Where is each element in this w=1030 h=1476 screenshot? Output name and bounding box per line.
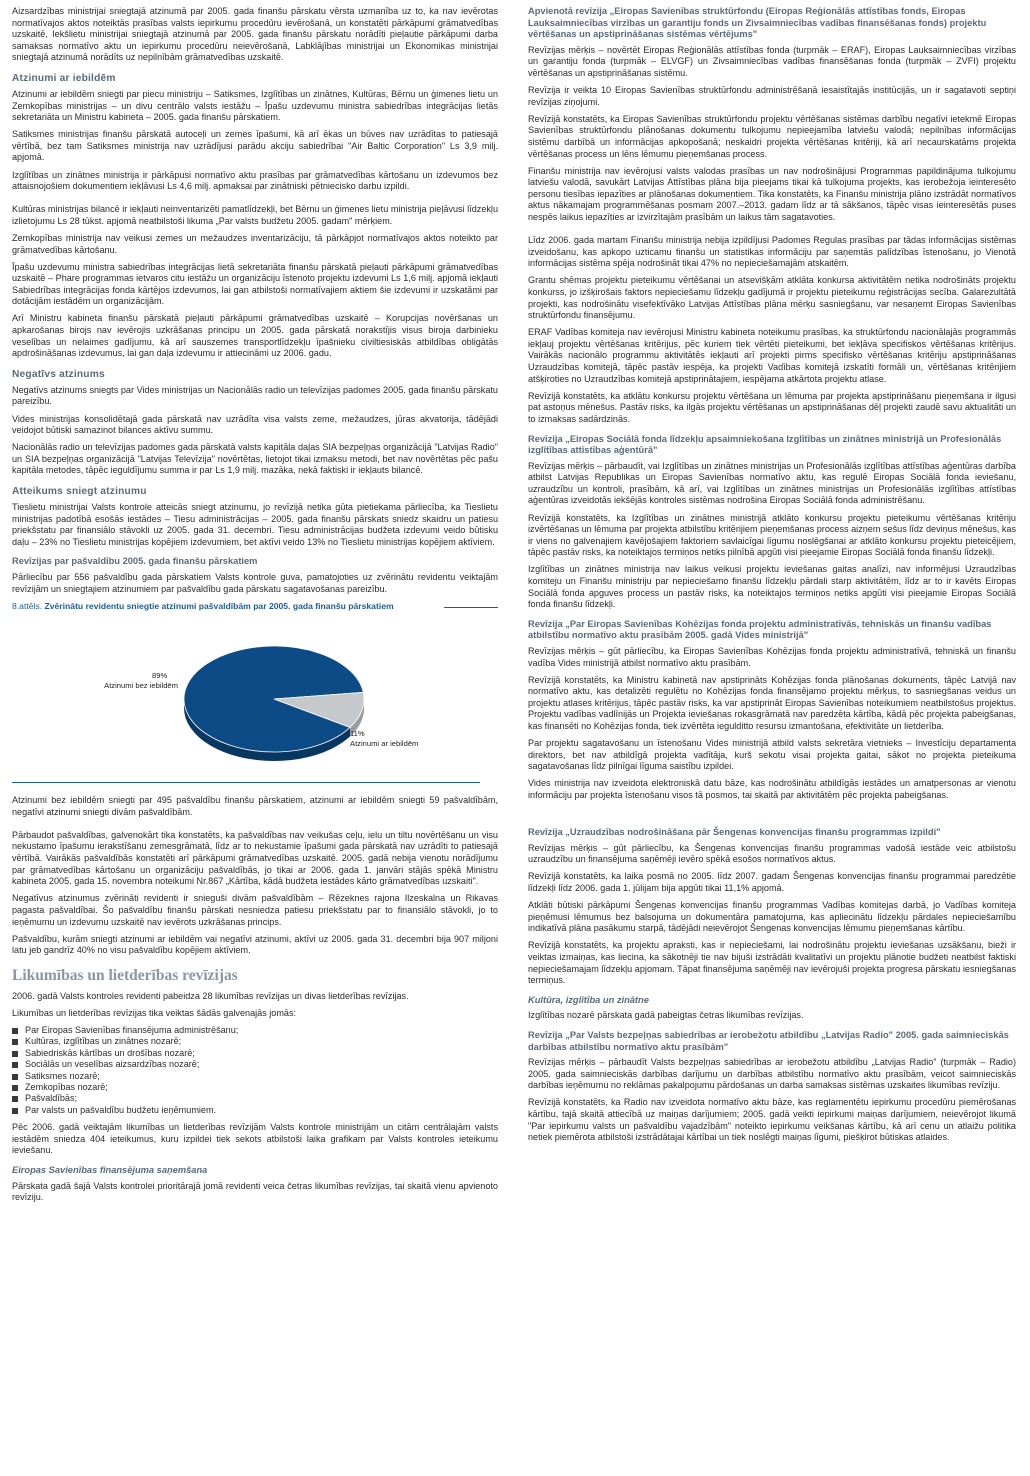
list-item-text: Pašvaldībās; bbox=[25, 1093, 78, 1104]
pie-label-minor-pct: 11% bbox=[350, 729, 365, 739]
paragraph: Pārskata gadā šajā Valsts kontrolei prioritārajā jomā revidenti veica četras likumības revīzijas, tai skaitā vienu apvienoto revīziju. bbox=[12, 1180, 498, 1203]
list-item-text: Kultūras, izglītības un zinātnes nozarē; bbox=[25, 1036, 182, 1047]
list-item-text: Par Eiropas Savienības finansējuma administrēšanu; bbox=[25, 1024, 239, 1035]
paragraph: Finanšu ministrija nav ievērojusi valsts valodas prasības un nav nodrošinājusi Programmas papildinājuma tulkojumu latviešu valodā, savukārt Latvijas Attīstības plāna bija pieejams tikai kā tulkojuma projekts, kas ierobežoja ieinteresēto personu tiesības iepazīties ar plānošanas dokumentiem. Tika konstatēts, ka Finanšu ministrija plāno izstrādāt normatīvos aktus nākamajam programmēšanas posmam 2007.–2013. gadam līdz ar tā sākšanos, tāpēc visas ieinteresētās puses nespēs laikus iepazīties ar izvirzītajām prasībām un laikus tām sagatavoties. bbox=[528, 165, 1016, 222]
subsection-heading: Revīzija „Par Valsts bezpeļņas sabiedrības ar ierobežotu atbildību „Latvijas Radio" 2005. gada saimnieciskās darbības atbilstību normatīvo aktu prasībām" bbox=[528, 1029, 1009, 1052]
list-item-text: Sabiedriskās kārtības un drošības nozarē; bbox=[25, 1047, 195, 1058]
paragraph: Atzinumi ar iebildēm sniegti par piecu ministriju – Satiksmes, Izglītības un zinātnes, Kultūras, Bērnu un ģimenes lietu un Zemkopības ministrijas – un divu centrālo valsts iestāžu – Īpašu uzdevumu ministra sabiedrības integrācijas lietās sekretariāta un Ministru kabineta – 2005. gada finanšu pārskatiem. bbox=[12, 88, 498, 123]
section-heading: Atzinumi ar iebildēm bbox=[12, 72, 116, 84]
paragraph: Kultūras ministrijas bilancē ir iekļauti neinventarizēti pamatlīdzekļi, bet Bērnu un ģimenes lietu ministrija pieļāvusi līdzekļu izlietojumu Ls 28 tūkst. apjomā neatbilstoši likuma „Par valsts budžetu 2005. gadam" mērķiem. bbox=[12, 204, 498, 226]
paragraph: Pārliecību par 556 pašvaldību gada pārskatiem Valsts kontrole guva, pamatojoties uz zvērinātu revidentu veiktajām revīzijām un sniegtajiem atzinumiem par pašvaldību gada pārskatu sagatavošanas pareizību. bbox=[12, 571, 498, 594]
paragraph: Par projektu sagatavošanu un īstenošanu Vides ministrijā atbild valsts sekretāra vietnieks – Investīciju departamenta direktors, bet nav atbildīgā projekta vadītāja, kurš sekotu visai projekta gaitai, sākot no projekta pieteikuma sagatavošanas līdz pilnīgai līguma saistību izpildei. bbox=[528, 738, 1016, 772]
bullet-square-icon bbox=[12, 1096, 18, 1102]
paragraph: Izglītības un zinātnes ministrija ir pārkāpusi normatīvo aktu prasības par grāmatvedības kārtošanu un izdevumos bez attaisnojošiem dokumentiem iekļāvusi Ls 4,6 milj. apmaksai par zinātniski pētniecisko darbu izpildi. bbox=[12, 169, 498, 192]
paragraph: Revīzijas mērķis – novērtēt Eiropas Reģionālās attīstības fonda (turpmāk – ERAF), Eiropas Lauksaimniecības virzības un garantiju fonda (turpmāk – ELVGF) un Zivsaimniecības vadības finansēšanas fonda (turpmāk – ZVFI) projektu vērtēšanas un apstiprināšanas sistēmu. bbox=[528, 44, 1016, 78]
paragraph: Revīzijas mērķis – gūt pārliecību, ka Šengenas konvencijas finanšu programmas vadošā iestāde veic atbilstošu uzraudzību un finansējuma saņēmēji ievēro spēkā esošos normatīvos aktus. bbox=[528, 842, 1016, 865]
bullet-square-icon bbox=[12, 1108, 18, 1114]
figure-title: Zvērinātu revidentu sniegtie atzinumi pašvaldībām par 2005. gada finanšu pārskatiem bbox=[44, 601, 394, 612]
bullet-square-icon bbox=[12, 1051, 18, 1057]
list-item bbox=[12, 1025, 498, 1036]
figure-number: 8.attēls. bbox=[12, 601, 43, 612]
list-item bbox=[12, 1036, 498, 1047]
list-item-text: Par valsts un pašvaldību budžetu ieņēmumiem. bbox=[25, 1104, 217, 1115]
list-item bbox=[12, 1071, 498, 1082]
figure-8 bbox=[12, 601, 498, 783]
subsection-heading: Eiropas Savienības finansējuma saņemšana bbox=[12, 1165, 208, 1175]
paragraph: Arī Ministru kabineta finanšu pārskatā pieļauti pārkāpumi grāmatvedības uzskaitē – Korupcijas novēršanas un apkarošanas birojs nav ievērojis uzkrāšanas principu un 2005. gada pārskatā norakstījis visus biroja darbinieku veselības un nelaimes gadījumu, kā arī sauszemes transportlīdzekļu īpašnieku civiltiesiskās atbildības obligātās apdrošināšanas izdevumus, lai gan daļa izdevumu ir attiecināmi uz 2006. gadu. bbox=[12, 313, 498, 359]
paragraph: Pēc 2006. gadā veiktajām likumības un lietderības revīzijām Valsts kontrole ministrijām un citām centrālajām valsts iestādēm sniedza 404 ieteikumus, kuru izpildei tiek sekots atbilstoši laika grafikam par Valsts kontroles ieteikumu ieviešanu. bbox=[12, 1122, 498, 1156]
paragraph: Revīzijā konstatēts, ka Eiropas Savienības struktūrfondu projektu vērtēšanas sistēmas darbību negatīvi ietekmē Eiropas Savienības struktūrfondu plānošanas dokumentu tulkojumu nepieejamība latviešu valodā; nepilnības informācijas sistēmu darbībā un informācijas apkopošanā; neskaidri projekta vērtēšanas kritēriji, kā arī necaurskatāms projekta vērtēšanas process un lēns lēmumu pieņemšanas process. bbox=[528, 113, 1016, 159]
paragraph: Īpašu uzdevumu ministra sabiedrības integrācijas lietā sekretariāta finanšu pārskatā pieļauti pārkāpumi grāmatvedības uzskaitē – Phare programmas ietvaros citu iestāžu un organizāciju īstenoto projektu izdevumi Ls 1,6 milj. apjomā iekļauti Sabiedrības integrācijas fonda kārtējos izdevumos, lai gan atbilstoši normatīvajiem aktiem šie izdevumi ir uzskatāmi par dotācijām iestādēm un organizācijām. bbox=[12, 261, 498, 307]
paragraph: Revīzijā konstatēts, ka Izglītības un zinātnes ministrijā atklāto konkursu projektu pieteikumu vērtēšanas kritēriju izvērtēšanas un lēmuma par projekta atbilstību kritērijiem pieņemšanas process aizņem sešus līdz deviņus mēnešus, kas ir viens no galvenajiem kavējošajiem faktoriem savlaicīgai līgumu noslēgšanai ar atklāto konkursu projektu pieteicējiem, tāpēc pastāv risks, ka noteiktajos termiņos netiks pilnībā apgūti visi pieejamie Eiropas Sociālā fonda finanšu līdzekļi. bbox=[528, 512, 1016, 558]
paragraph: Negatīvs atzinums sniegts par Vides ministrijas un Nacionālās radio un televīzijas padomes 2005. gada finanšu pārskatu pareizību. bbox=[12, 384, 498, 407]
list-item bbox=[12, 1059, 498, 1070]
paragraph: Izglītības un zinātnes ministrija nav laikus veikusi projektu ieviešanas gaitas analīzi, nav informējusi Uzraudzības komiteju un Finanšu ministriju par nepieciešamo finanšu līdzekļu pārdali starp aktivitātēm, līdz ar to ir kavēts Eiropas Sociālā fonda apguves process un pastāv risks, ka noteiktajos termiņos netiks apgūti visi pieejamie Eiropas Sociālā fonda finanšu līdzekļi. bbox=[528, 564, 1016, 610]
list-item bbox=[12, 1082, 498, 1093]
bullet-square-icon bbox=[12, 1074, 18, 1080]
paragraph: Revīzijas mērķis – pārbaudīt Valsts bezpeļņas sabiedrības ar ierobežotu atbildību „Latvijas Radio" (turpmāk – Radio) 2005. gada saimnieciskās darbības darījumu un darbības atbilstību normatīvo aktu prasībām, veicot saimnieciskās darbības ieņēmumu no reklāmas pakalpojumu pārdošanas un darba samaksas sistēmas uzskaites likumības revīziju. bbox=[528, 1057, 1016, 1091]
paragraph: Negatīvus atzinumus zvērināti revidenti ir snieguši divām pašvaldībām – Rēzeknes rajona Ilzeskalna un Rikavas pagasta pašvaldībai. Šo pašvaldību finanšu pārskati nesniedza patiesu priekšstatu par to finansiālo stāvokli, jo to ieņēmumu un izdevumu uzskaitē nav ievērots uzkrāšanas princips. bbox=[12, 893, 498, 927]
list-item-text: Satiksmes nozarē; bbox=[25, 1070, 100, 1081]
paragraph: Revīzijā konstatēts, ka atklātu konkursu projektu vērtēšana un lēmuma par projekta apstiprināšanu pieņemšana ir ilgusi pat astoņus mēnešus. Pastāv risks, ka ilgās projektu vērtēšanas un apstiprināšanas dēļ projekti zaudē savu aktualitāti un to izmaksas sadārdzinās. bbox=[528, 390, 1016, 424]
paragraph: Satiksmes ministrijas finanšu pārskatā autoceļi un zemes īpašumi, kā arī ēkas un būves nav uzrādītas to patiesajā vērtībā, bez tam Satiksmes ministrija nav uzrādījusi parādu akciju sabiedrībai "Air Baltic Corporation" Ls 3,9 milj. apjomā. bbox=[12, 129, 498, 163]
pie-label-main bbox=[152, 671, 167, 681]
bullet-square-icon bbox=[12, 1085, 18, 1091]
paragraph: Aizsardzības ministrijai sniegtajā atzinumā par 2005. gada finanšu pārskatu vērsta uzmanība uz to, ka nav ievērotas normatīvajos aktos noteiktās prasības valsts iepirkumu procedūru ievērošanā, un konstatēti pārkāpumi grāmatvedības uzskaitē, Iekšlietu ministrijai sniegtajā atzinumā par 2005. gada finanšu pārskatu norādīti pieļautie pārkāpumi darba samaksas normatīvo aktu un iepirkumu procedūru neievērošanā, Labklājības ministrijai un Ekonomikas ministrijai sniegtajā atzinumā norādīts uz nepilnībām grāmatvedības uzskaitē. bbox=[12, 6, 498, 63]
figure-bottom-rule bbox=[12, 782, 480, 783]
section-heading: Negatīvs atzinums bbox=[12, 368, 105, 380]
paragraph: Revīzijā konstatēts, ka projektu apraksti, kas ir nepieciešami, lai nodrošinātu projektu ieviešanas uzsākšanu, bieži ir veiktas izmaiņas, kas liecina, ka sākotnēji tie nav bijuši izstrādāti kvalitatīvi un projektu plānotie budžeti neatbilst faktiski nepieciešamajam līdzekļu apjomam. Tāpat finansējuma saņēmēji nav ievērojuši projekta progresa pārskatu iesniegšanas termiņus. bbox=[528, 940, 1016, 986]
paragraph: Likumības un lietderības revīzijas tika veiktas šādās galvenajās jomās: bbox=[12, 1007, 297, 1018]
paragraph: Revīzija ir veikta 10 Eiropas Savienības struktūrfondu administrēšanā iesaistītajās institūcijās, un ir sagatavoti septiņi revīzijas ziņojumi. bbox=[528, 85, 1016, 107]
bullet-square-icon bbox=[12, 1062, 18, 1068]
paragraph: 2006. gadā Valsts kontroles revidenti pabeidza 28 likumības revīzijas un divas lietderības revīzijas. bbox=[12, 990, 409, 1001]
subsection-heading: Revīzija „Eiropas Sociālā fonda līdzekļu apsaimniekošana Izglītības un zinātnes ministrijā un Profesionālās izglītības attīstības aģentūrā" bbox=[528, 433, 1002, 456]
pie-label-main-pct: 89% bbox=[152, 671, 168, 681]
left-column bbox=[12, 6, 498, 1209]
paragraph: Vides ministrijas konsolidētajā gada pārskatā nav uzrādīta visa valsts zeme, mežaudzes, jūras akvatorija, tādējādi veidojot būtiski samazinot bilances aktīvu summu. bbox=[12, 413, 498, 436]
bullet-square-icon bbox=[12, 1039, 18, 1045]
list-item-text: Zemkopības nozarē; bbox=[25, 1082, 108, 1092]
paragraph: Pārbaudot pašvaldības, galvenokārt tika konstatēts, ka pašvaldības nav veikušas ceļu, ielu un tiltu novērtēšanu un visu nekustamo īpašumu ierakstīšanu zemesgrāmatā, līdz ar to nekustamie īpašumi gada pārskatā nav uzrādīti to patiesajā vērtībā. Vairākās pašvaldībās konstatēti arī pārkāpumi grāmatvedības uzskaitē. 2005. gadā nebija vienotu norādījumu par grāmatvedības kārtošanu un organizāciju pašvaldībās, jo tikai ar 2006. gada 1. janvāri stājās spēkā Ministru kabineta 2005. gada 15. novembra noteikumi Nr.867 „Kārtība, kādā budžeta iestādes kārto grāmatvedības uzskaiti". bbox=[12, 829, 498, 887]
paragraph: Revīzijā konstatēts, ka laika posmā no 2005. līdz 2007. gadam Šengenas konvencijas finanšu programmai paredzētie līdzekļi līdz 2006. gada 1. jūlijam bija apgūti tikai 11,1% apjomā. bbox=[528, 871, 1016, 893]
pie-label-minor-text: Atzinumi ar iebildēm bbox=[350, 739, 419, 749]
paragraph: ERAF Vadības komiteja nav ievērojusi Ministru kabineta noteikumu prasības, ka struktūrfondu nacionālajās programmās iekļauj projektu vērtēšanas kritērijus, pēc kuriem tiek vērtēti pieteikumi, bet iekļāva specifiskos vērtēšanas kritērijus. Vairākās nacionālo programmu aktivitātēs iekļauti arī projekti pirms specifisko vērtēšanas kritēriju apstiprināšanas Uzraudzības komitejā, tāpēc pastāv iespēja, ka projekti Vadības komitejā izskatīti formāli un, vērtēšanas kritērijiem atšķiroties no Uzraudzības komitejā apstiprinātajiem, iespējama atkārtota projektu atlase. bbox=[528, 327, 1016, 384]
section-heading: Atteikums sniegt atzinumu bbox=[12, 486, 147, 497]
paragraph: Revīzijas mērķis – pārbaudīt, vai Izglītības un zinātnes ministrijas un Profesionālās izglītības attīstības aģentūras darbība atbilst Latvijas Republikas un Eiropas Savienības normatīvo aktu, kas regulē Eiropas Sociālā fonda ieviešanu, uzraudzību un kontroli, prasībām, kā arī, vai Izglītības un zinātnes ministrijas un Profesionālās izglītības attīstības aģentūras izveidotās iekšējās kontroles sistēmas nodrošina Eiropas Sociālā fonda administrēšanu. bbox=[528, 460, 1016, 506]
audit-areas-list bbox=[12, 1025, 498, 1116]
paragraph: Revīzijā konstatēts, ka Ministru kabinetā nav apstiprināts Kohēzijas fonda plānošanas dokuments, tāpēc Latvijā nav normatīvo aktu, kas detalizēti regulētu no Kohēzijas fonda finansējamo projektu mērķus, to sasniegšanas veidus un projektu atlases kritērijus, tāpēc pastāv risks, ka var apstiprināt Eiropas Savienības noteikumiem neatbilstošus projektus. Projektu vadības vadlīnijās un Projekta ieviešanas rokasgrāmatā nav paredzēta kārtība, kādā pēc projekta pabeigšanas, kas finansēti no Kohēzijas fonda, tiek izvērtēta iegulditto resursu izmantošana, efektivitāte un lietderība. bbox=[528, 674, 1016, 732]
subsection-heading: Revīzija „Uzraudzības nodrošināšana pār Šengenas konvencijas finanšu programmas izpildi" bbox=[528, 827, 941, 838]
paragraph: Pašvaldību, kurām sniegti atzinumi ar iebildēm vai negatīvi atzinumi, aktīvi uz 2005. gada 31. decembri bija 907 miljoni latu jeb gandrīz 40% no visu pašvaldību kopējiem aktīviem. bbox=[12, 933, 498, 956]
paragraph: Tieslietu ministrijai Valsts kontrole atteicās sniegt atzinumu, jo revīzijā netika gūta pietiekama pārliecība, ka Tieslietu ministrijas padotībā esošās iestādes – Tiesu administrācijas – 2005. gada finanšu pārskats sniedz skaidru un patiesu priekšstatu par finansiālo stāvokli uz 2005. gada 31. decembri. Tiesu administrācijas budžeta izdevumi veido būtisku daļu – 23% no Tieslietu ministrijas kopējiem izdevumiem, bet aktīvi veido 13% no Tieslietu ministrijas kopējiem aktīviem. bbox=[12, 502, 498, 547]
list-item bbox=[12, 1048, 498, 1059]
paragraph: Nacionālās radio un televīzijas padomes gada pārskatā valsts kapitāla daļas SIA bezpeļņas organizācijā "Latvijas Radio" un SIA bezpeļņas organizācijā "Latvijas Televīzija" novērtētas, lietojot tikai izmaksu metodi, bet nav novērtētas pēc pašu kapitāla metodes, tāpēc ieguldījumu summa ir par Ls 1,9 milj. mazāka, nekā faktiski ir iekļauts bilancē. bbox=[12, 442, 498, 476]
list-item-text: Sociālās un veselības aizsardzības nozarē; bbox=[25, 1059, 200, 1070]
paragraph: Vides ministrija nav izveidota elektroniskā datu bāze, kas nodrošinātu atbildīgās iestādes un amatpersonas ar vienotu informāciju par projekta īstenošanu visos tā posmos, tai skaitā par aktivitātēm pēc projekta pabeigšanas. bbox=[528, 778, 1016, 801]
subsection-heading: Revīzijas par pašvaldību 2005. gada finanšu pārskatiem bbox=[12, 556, 258, 567]
subsection-heading: Apvienotā revīzija „Eiropas Savienības struktūrfondu (Eiropas Reģionālās attīstības fonds, Eiropas Lauksaimniecības virzības un garantiju fonds un Zivsaimniecības vadības finansēšanas fonds) projektu vērtēšanas un apstiprināšanas sistēmas vērtējums" bbox=[528, 6, 987, 40]
paragraph: Revīzijā konstatēts, ka Radio nav izveidota normatīvo aktu bāze, kas reglamentētu iepirkumu procedūru piemērošanas kārtību, tajā skaitā attiecībā uz maiņas darījumiem; 2005. gadā veikti iepirkumi maiņas darījumiem, neievērojot likumā "Par iepirkumu valsts un pašvaldību vajadzībām" noteikto iepirkumu veikšanas kārtību, kā arī cenu un atlaižu politika netiek piemērota atbilstoši izstrādātajai kārtībai un tiek noslēgti maiņas līgumi, piešķirot būtiskas atlaides. bbox=[528, 1097, 1016, 1143]
pie-label-main-text: Atzinumi bez iebildēm bbox=[104, 681, 178, 691]
paragraph: Revīzijas mērķis – gūt pārliecību, ka Eiropas Savienības Kohēzijas fonda projektu administratīvā, tehniskā un finanšu vadība Vides ministrijā atbilst normatīvo aktu prasībām. bbox=[528, 646, 1016, 668]
bullet-square-icon bbox=[12, 1028, 18, 1034]
paragraph: Līdz 2006. gada martam Finanšu ministrija nebija izpildījusi Padomes Regulas prasības par tādas informācijas sistēmas izveidošanu, kas apkopo uzticamu finanšu un statistikas informāciju par saņemtās palīdzības īstenošanu, jo Vienotā informācijas sistēma spēja nodrošināt tikai 47% no nepieciešamajām atskaitēm. bbox=[528, 235, 1016, 269]
paragraph: Atzinumi bez iebildēm sniegti par 495 pašvaldību finanšu pārskatiem, atzinumi ar iebildēm sniegti 59 pašvaldībām, negatīvi atzinumi sniegti divām pašvaldībām. bbox=[12, 795, 498, 817]
chapter-heading: Likumības un lietderības revīzijas bbox=[12, 966, 238, 984]
subsection-heading: Kultūra, izglītība un zinātne bbox=[528, 994, 649, 1005]
subsection-heading: Revīzija „Par Eiropas Savienības Kohēzijas fonda projektu administratīvās, tehniskās un finanšu vadības atbilstību normatīvo aktu prasībām 2005. gadā Vides ministrijā" bbox=[528, 618, 992, 641]
paragraph: Atklāti būtiski pārkāpumi Šengenas konvencijas finanšu programmas Vadības komitejas darbā, jo Vadības komiteja pieņēmusi lēmumus bez balsojuma un dokumentāra pamatojuma, kas apliecinātu līdzekļu pārdales nepieciešamību indikatīvā plāna pasākumu starpā, tādējādi neievērojot Šengenas konvencijas lēmumu pieņemšanas kārtību. bbox=[528, 900, 1016, 934]
list-item bbox=[12, 1093, 498, 1104]
right-column bbox=[528, 6, 1016, 1149]
paragraph: Zemkopības ministrija nav veikusi zemes un mežaudzes inventarizāciju, tā pārkāpjot normatīvajos aktos noteikto par grāmatvedības kārtošanu. bbox=[12, 232, 498, 255]
paragraph: Izglītības nozarē pārskata gadā pabeigtas četras likumības revīzijas. bbox=[528, 1010, 804, 1021]
list-item bbox=[12, 1105, 498, 1116]
paragraph: Grantu shēmas projektu pieteikumu vērtēšanai un atsevišķām atklāta konkursa aktivitātēm netika nodrošināts projektu konkurss, jo izšķirošais faktors nepieciešamu līdzekļu gadījumā ir projektu pieteikumu reģistrācijas secība. Galarezultātā projekti, kas nodrošinātu visefektīvāko Latvijas Attīstības plāna mērķu sasniegšanu, var nesaņemt Eiropas Savienības struktūrfondu finansējumu. bbox=[528, 275, 1016, 321]
